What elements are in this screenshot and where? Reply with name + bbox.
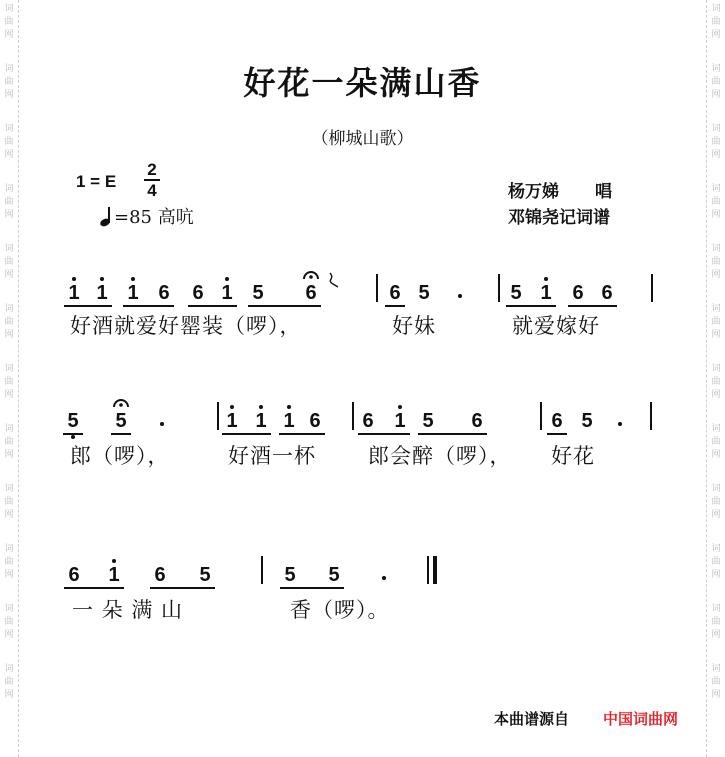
watermark-char: 曲 <box>4 437 14 447</box>
note: 6 <box>471 410 483 432</box>
fermata-icon <box>302 268 320 280</box>
note: 5 <box>328 564 340 586</box>
watermark-char: 词 <box>4 4 14 14</box>
note: 6 <box>601 282 613 304</box>
watermark-char: 网 <box>711 570 721 580</box>
barline <box>540 402 542 430</box>
watermark-strip-right <box>706 0 725 757</box>
note: 5 <box>581 410 593 432</box>
credits <box>508 179 612 231</box>
watermark-char: 曲 <box>4 77 14 87</box>
watermark-char: 曲 <box>711 497 721 507</box>
watermark-char: 网 <box>711 390 721 400</box>
beam-underline <box>123 305 174 307</box>
note: 5 <box>63 410 83 432</box>
octave-dot-high <box>259 405 263 409</box>
octave-dot-high <box>398 405 402 409</box>
beam-underline <box>506 305 556 307</box>
watermark-char: 网 <box>4 630 14 640</box>
watermark-char: 词 <box>711 304 721 314</box>
dash-dot <box>458 294 462 298</box>
note: 1 <box>92 282 112 304</box>
watermark-char: 曲 <box>4 497 14 507</box>
watermark-char: 词 <box>711 244 721 254</box>
note: 6 <box>158 282 170 304</box>
note: 5 <box>510 282 522 304</box>
note: 1 <box>390 410 410 432</box>
note: 1 <box>222 410 242 432</box>
watermark-char: 曲 <box>711 197 721 207</box>
beam-underline <box>358 433 410 435</box>
note: 6 <box>68 564 80 586</box>
recorder-credit: 邓锦尧记词谱 <box>508 208 610 228</box>
lyric-line3-phrase2: 香（啰）。 <box>290 598 390 622</box>
source-site-link[interactable]: 中国词曲网 <box>603 710 679 728</box>
watermark-char: 曲 <box>4 677 14 687</box>
note: 1 <box>279 410 299 432</box>
watermark-char: 网 <box>711 450 721 460</box>
lyric-line2-phrase3: 郎会醉（啰）， <box>368 444 512 468</box>
watermark-char: 曲 <box>711 17 721 27</box>
watermark-char: 词 <box>4 64 14 74</box>
note: 1 <box>217 282 237 304</box>
watermark-char: 词 <box>711 64 721 74</box>
tempo-mark: 高吭 <box>157 207 194 228</box>
fermata-icon <box>112 396 130 408</box>
watermark-char: 曲 <box>711 77 721 87</box>
note: 1 <box>64 282 84 304</box>
beam-underline <box>64 587 124 589</box>
watermark-char: 曲 <box>711 437 721 447</box>
quarter-note-icon <box>100 206 112 226</box>
dash-dot <box>618 422 622 426</box>
dash-dot <box>160 422 164 426</box>
watermark-char: 网 <box>4 210 14 220</box>
watermark-char: 网 <box>4 30 14 40</box>
time-signature <box>144 160 160 200</box>
watermark-char: 网 <box>711 690 721 700</box>
octave-dot-high <box>544 277 548 281</box>
note: 6 <box>551 410 563 432</box>
final-barline-thin <box>427 556 429 584</box>
watermark-char: 网 <box>711 210 721 220</box>
watermark-char: 曲 <box>711 557 721 567</box>
watermark-char: 曲 <box>4 257 14 267</box>
watermark-char: 曲 <box>711 137 721 147</box>
watermark-char: 曲 <box>4 617 14 627</box>
barline <box>650 402 652 430</box>
beam-underline <box>385 305 405 307</box>
note: 5 <box>422 410 434 432</box>
lyric-line2-phrase4: 好花 <box>551 444 595 468</box>
tempo-marking <box>100 203 194 229</box>
beam-underline <box>111 433 131 435</box>
lyric-line2-phrase2: 好酒一杯 <box>228 444 316 468</box>
note: 5 <box>418 282 430 304</box>
barline <box>217 402 219 430</box>
note: 6 <box>362 410 374 432</box>
time-signature-bottom: 4 <box>147 181 157 200</box>
beam-underline <box>222 433 271 435</box>
octave-dot-high <box>287 405 291 409</box>
watermark-char: 网 <box>4 510 14 520</box>
beam-underline <box>568 305 617 307</box>
watermark-char: 曲 <box>711 617 721 627</box>
watermark-char: 词 <box>4 184 14 194</box>
watermark-char: 词 <box>711 364 721 374</box>
watermark-char: 网 <box>4 90 14 100</box>
barline <box>498 274 500 302</box>
watermark-char: 词 <box>711 604 721 614</box>
singer-name: 杨万娣 <box>508 182 559 202</box>
watermark-char: 网 <box>711 510 721 520</box>
watermark-char: 词 <box>711 124 721 134</box>
beam-underline <box>64 305 112 307</box>
beam-underline <box>188 305 237 307</box>
note: 5 <box>199 564 211 586</box>
beam-underline <box>279 433 325 435</box>
key-signature: 1 = E <box>76 172 117 191</box>
lyric-line3-phrase1: 一 朵 满 山 <box>72 598 184 622</box>
watermark-char: 曲 <box>4 317 14 327</box>
watermark-char: 词 <box>4 304 14 314</box>
watermark-char: 曲 <box>4 377 14 387</box>
watermark-char: 词 <box>4 544 14 554</box>
watermark-char: 词 <box>711 544 721 554</box>
beam-underline <box>280 587 344 589</box>
note: 6 <box>305 282 317 304</box>
watermark-char: 网 <box>711 30 721 40</box>
note: 5 <box>115 410 127 432</box>
watermark-char: 网 <box>4 450 14 460</box>
breath-mark-icon <box>329 272 339 288</box>
note: 5 <box>284 564 296 586</box>
watermark-char: 词 <box>711 4 721 14</box>
watermark-char: 词 <box>4 364 14 374</box>
time-signature-top: 2 <box>144 160 160 181</box>
source-label: 本曲谱源自 <box>494 710 570 728</box>
watermark-char: 词 <box>4 484 14 494</box>
note: 1 <box>123 282 143 304</box>
beam-underline <box>150 587 215 589</box>
note: 5 <box>252 282 264 304</box>
watermark-char: 曲 <box>711 377 721 387</box>
note: 1 <box>104 564 124 586</box>
beam-underline <box>63 433 83 435</box>
beam-underline <box>248 305 321 307</box>
octave-dot-high <box>131 277 135 281</box>
octave-dot-high <box>230 405 234 409</box>
watermark-char: 词 <box>711 184 721 194</box>
watermark-char: 网 <box>711 630 721 640</box>
watermark-char: 网 <box>711 90 721 100</box>
lyric-line1-phrase1: 好酒就爱好罂装（啰）， <box>70 314 302 338</box>
octave-dot-low <box>71 435 75 439</box>
octave-dot-high <box>112 559 116 563</box>
watermark-char: 曲 <box>4 17 14 27</box>
octave-dot-high <box>100 277 104 281</box>
lyric-line1-phrase3: 就爱嫁好 <box>512 314 600 338</box>
watermark-char: 词 <box>711 484 721 494</box>
lyric-line1-phrase2: 好妹 <box>392 314 436 338</box>
watermark-char: 网 <box>711 270 721 280</box>
octave-dot-high <box>72 277 76 281</box>
note: 6 <box>309 410 321 432</box>
note: 6 <box>192 282 204 304</box>
lyric-line2-phrase1: 郎（啰）， <box>70 444 170 468</box>
barline <box>376 274 378 302</box>
watermark-char: 曲 <box>711 257 721 267</box>
final-barline <box>433 556 437 584</box>
watermark-char: 曲 <box>711 317 721 327</box>
note: 1 <box>251 410 271 432</box>
barline <box>651 274 653 302</box>
watermark-char: 词 <box>4 664 14 674</box>
watermark-char: 曲 <box>4 137 14 147</box>
watermark-char: 词 <box>711 424 721 434</box>
beam-underline <box>547 433 567 435</box>
watermark-char: 曲 <box>711 677 721 687</box>
watermark-char: 曲 <box>4 557 14 567</box>
barline <box>261 556 263 584</box>
watermark-char: 网 <box>4 390 14 400</box>
watermark-char: 词 <box>4 124 14 134</box>
note: 6 <box>389 282 401 304</box>
beam-underline <box>418 433 487 435</box>
watermark-char: 网 <box>711 150 721 160</box>
octave-dot-high <box>225 277 229 281</box>
singer-role: 唱 <box>595 182 612 202</box>
watermark-char: 网 <box>4 270 14 280</box>
watermark-char: 词 <box>4 604 14 614</box>
watermark-char: 词 <box>711 664 721 674</box>
dash-dot <box>382 576 386 580</box>
tempo-value: =85 <box>114 207 152 228</box>
note: 6 <box>572 282 584 304</box>
watermark-char: 网 <box>711 330 721 340</box>
watermark-char: 网 <box>4 570 14 580</box>
watermark-char: 网 <box>4 150 14 160</box>
song-title: 好花一朵满山香 <box>243 64 482 102</box>
barline <box>352 402 354 430</box>
watermark-strip-left <box>0 0 19 757</box>
watermark-char: 词 <box>4 244 14 254</box>
note: 1 <box>536 282 556 304</box>
watermark-char: 曲 <box>4 197 14 207</box>
song-subtitle: （柳城山歌） <box>311 129 414 149</box>
watermark-char: 网 <box>4 690 14 700</box>
watermark-char: 网 <box>4 330 14 340</box>
watermark-char: 词 <box>4 424 14 434</box>
note: 6 <box>154 564 166 586</box>
